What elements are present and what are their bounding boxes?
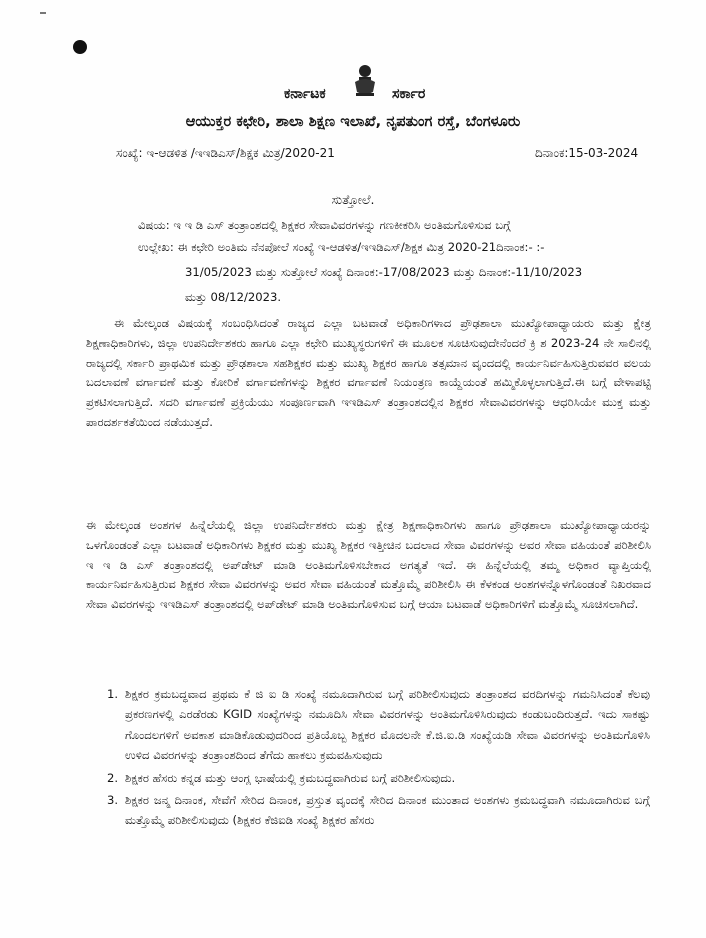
reference-line-1: ಉಲ್ಲೇಖ: ಈ ಕಛೇರಿ ಅಂತಿಮ ನೆನಪೋಲೆ ಸಂಖ್ಯೆ ಇ-ಆಡಳಿತ/ಇಇಡಿಎಸ್/ಶಿಕ್ಷಕ ಮಿತ್ರ 2020-21ದಿನಾಂಕ:- :- <box>138 240 545 254</box>
reference-number: ಸಂಖ್ಯೆ: ಇ-ಆಡಳಿತ /ಇಇಡಿಎಸ್/ಶಿಕ್ಷಕ ಮಿತ್ರ/2020-21 <box>116 146 335 160</box>
state-emblem-icon <box>350 62 380 98</box>
list-item <box>107 684 650 766</box>
letterhead-state-right: ಸರ್ಕಾರ <box>392 86 426 102</box>
list-item-text: ಶಿಕ್ಷಕರ ಕ್ರಮಬದ್ಧವಾದ ಪ್ರಥಮ ಕೆ ಜಿ ಐ ಡಿ ಸಂಖ್ಯೆ ನಮೂದಾಗಿರುವ ಬಗ್ಗೆ ಪರಿಶೀಲಿಸುವುದು ತಂತ್ರಾಂಶದ ವರದಿಗಳನ್ನು ಗಮನಿಸಿದಂತೆ ಕೆಲವು ಪ್ರಕರಣಗಳಲ್ಲಿ ಎರಡೆರಡು KGID ಸಂಖ್ಯೆಗಳನ್ನು ನಮೂದಿಸಿ ಸೇವಾ ವಿವರಗಳನ್ನು ಅಂತಿಮಗೊಳಿಸಿರುವುದು ಕಂಡುಬಂದಿರುತ್ತದೆ. ಇದು ಸಾಕಷ್ಟು ಗೊಂದಲಗಳಿಗೆ ಅವಕಾಶ ಮಾಡಿಕೊಡುವುದರಿಂದ ಪ್ರತಿಯೊಬ್ಬ ಶಿಕ್ಷಕರ ಮೊದಲನೇ ಕೆ.ಜಿ.ಐ.ಡಿ ಸಂಖ್ಯೆಯಡಿ ಸೇವಾ ವಿವರಗಳನ್ನು ಅಂತಿಮಗೊಳಿಸಿ ಉಳಿದ ವಿವರಗಳನ್ನು ತಂತ್ರಾಂಶದಿಂದ ತೆಗೆದು ಹಾಕಲು ಕ್ರಮವಹಿಸುವುದು <box>125 687 650 763</box>
subject-line: ವಿಷಯ: ಇ ಇ ಡಿ ಎಸ್ ತಂತ್ರಾಂಶದಲ್ಲಿ ಶಿಕ್ಷಕರ ಸೇವಾವಿವರಗಳನ್ನು ಗಣಕೀಕರಿಸಿ ಅಂತಿಮಗೊಳಿಸುವ ಬಗ್ಗೆ <box>138 218 511 232</box>
list-item <box>107 768 650 788</box>
issue-date: ದಿನಾಂಕ:15-03-2024 <box>535 146 639 160</box>
list-item-number: 3. <box>107 793 119 808</box>
paragraph-1: ಈ ಮೇಲ್ಕಂಡ ವಿಷಯಕ್ಕೆ ಸಂಬಂಧಿಸಿದಂತೆ ರಾಜ್ಯದ ಎಲ್ಲಾ ಬಟವಾಡೆ ಅಧಿಕಾರಿಗಳಾದ ಪ್ರೌಢಶಾಲಾ ಮುಖ್ಯೋಪಾಧ್ಯಾಯರು ಮತ್ತು ಕ್ಷೇತ್ರ ಶಿಕ್ಷಣಾಧಿಕಾರಿಗಳು, ಜಿಲ್ಲಾ ಉಪನಿರ್ದೇಶಕರು ಹಾಗೂ ಎಲ್ಲಾ ಕಛೇರಿ ಮುಖ್ಯಸ್ಥರುಗಳಿಗೆ ಈ ಮೂಲಕ ಸೂಚಿಸುವುದೇನೆಂದರೆ ಕ್ರಿ ಶ 2023-24 ನೇ ಸಾಲಿನಲ್ಲಿ ರಾಜ್ಯದಲ್ಲಿ ಸರ್ಕಾರಿ ಪ್ರಾಥಮಿಕ ಮತ್ತು ಪ್ರೌಢಶಾಲಾ ಸಹಶಿಕ್ಷಕರ ಮತ್ತು ಮುಖ್ಯ ಶಿಕ್ಷಕರ ಹಾಗೂ ತತ್ಸಮಾನ ವೃಂದದಲ್ಲಿ ಕಾರ್ಯನಿರ್ವಹಿಸುತ್ತಿರುವವರ ವಲಯ ಬದಲಾವಣೆ ವರ್ಗಾವಣೆ ಮತ್ತು ಕೋರಿಕೆ ವರ್ಗಾವಣೆಗಳನ್ನು ಶಿಕ್ಷಕರ ವರ್ಗಾವಣೆ ನಿಯಂತ್ರಣ ಕಾಯ್ದೆಯಂತೆ ಹಮ್ಮಿಕೊಳ್ಳಲಾಗುತ್ತಿದೆ.ಈ ಬಗ್ಗೆ ವೇಳಾಪಟ್ಟಿ ಪ್ರಕಟಿಸಲಾಗುತ್ತಿದೆ. ಸದರಿ ವರ್ಗಾವಣೆ ಪ್ರಕ್ರಿಯೆಯು ಸಂಪೂರ್ಣವಾಗಿ ಇಇಡಿಎಸ್ ತಂತ್ರಾಂಶದಲ್ಲಿನ ಶಿಕ್ಷಕರ ಸೇವಾವಿವರಗಳನ್ನು ಆಧರಿಸಿಯೇ ಮುಕ್ತ ಮತ್ತು ಪಾರದರ್ಶಕತೆಯಿಂದ ನಡೆಯುತ್ತದೆ. <box>86 316 651 429</box>
office-title: ಆಯುಕ್ತರ ಕಛೇರಿ, ಶಾಲಾ ಶಿಕ್ಷಣ ಇಲಾಖೆ, ನೃಪತುಂಗ ರಸ್ತೆ, ಬೆಂಗಳೂರು <box>185 114 521 130</box>
list-item <box>107 790 650 831</box>
list-item-text: ಶಿಕ್ಷಕರ ಹೆಸರು ಕನ್ನಡ ಮತ್ತು ಆಂಗ್ಲ ಭಾಷೆಯಲ್ಲಿ ಕ್ರಮಬದ್ಧವಾಗಿರುವ ಬಗ್ಗೆ ಪರಿಶೀಲಿಸುವುದು. <box>125 770 456 785</box>
list-item-number: 1. <box>107 687 119 701</box>
points-list <box>107 684 650 833</box>
punch-hole-mark <box>73 40 87 54</box>
list-item-text: ಶಿಕ್ಷಕರ ಜನ್ಮ ದಿನಾಂಕ, ಸೇವೆಗೆ ಸೇರಿದ ದಿನಾಂಕ, ಪ್ರಸ್ತುತ ವೃಂದಕ್ಕೆ ಸೇರಿದ ದಿನಾಂಕ ಮುಂತಾದ ಅಂಶಗಳು ಕ್ರಮಬದ್ಧವಾಗಿ ನಮೂದಾಗಿರುವ ಬಗ್ಗೆ ಮತ್ತೊಮ್ಮೆ ಪರಿಶೀಲಿಸುವುದು (ಶಿಕ್ಷಕರ ಕೆಜಿಐಡಿ ಸಂಖ್ಯೆ ಶಿಕ್ಷಕರ ಹೆಸರು <box>125 793 650 828</box>
reference-line-2: 31/05/2023 ಮತ್ತು ಸುತ್ತೋಲೆ ಸಂಖ್ಯೆ ದಿನಾಂಕ:-17/08/2023 ಮತ್ತು ದಿನಾಂಕ:-11/10/2023 <box>185 265 583 279</box>
list-item-number: 2. <box>107 770 119 785</box>
paragraph-2: ಈ ಮೇಲ್ಕಂಡ ಅಂಶಗಳ ಹಿನ್ನೆಲೆಯಲ್ಲಿ ಜಿಲ್ಲಾ ಉಪನಿರ್ದೇಶಕರು ಮತ್ತು ಕ್ಷೇತ್ರ ಶಿಕ್ಷಣಾಧಿಕಾರಿಗಳು ಹಾಗೂ ಪ್ರೌಢಶಾಲಾ ಮುಖ್ಯೋಪಾಧ್ಯಾಯರನ್ನು ಒಳಗೊಂಡಂತೆ ಎಲ್ಲಾ ಬಟವಾಡೆ ಅಧಿಕಾರಿಗಳು ಶಿಕ್ಷಕರ ಮತ್ತು ಮುಖ್ಯ ಶಿಕ್ಷಕರ ಇತ್ತೀಚಿನ ಬದಲಾದ ಸೇವಾ ವಿವರಗಳನ್ನು ಅವರ ಸೇವಾ ವಹಿಯಂತೆ ಪರಿಶೀಲಿಸಿ ಇ ಇ ಡಿ ಎಸ್ ತಂತ್ರಾಂಶದಲ್ಲಿ ಅಪ್‌ಡೇಟ್ ಮಾಡಿ ಅಂತಿಮಗೊಳಿಸಬೇಕಾದ ಅಗತ್ಯತೆ ಇದೆ. ಈ ಹಿನ್ನೆಲೆಯಲ್ಲಿ ತಮ್ಮ ಅಧಿಕಾರ ವ್ಯಾಪ್ತಿಯಲ್ಲಿ ಕಾರ್ಯನಿರ್ವಹಿಸುತ್ತಿರುವ ಶಿಕ್ಷಕರ ಸೇವಾ ವಿವರಗಳನ್ನು ಅವರ ಸೇವಾ ವಹಿಯಂತೆ ಮತ್ತೊಮ್ಮೆ ಪರಿಶೀಲಿಸಿ ಈ ಕೆಳಕಂಡ ಅಂಶಗಳನ್ನೊಳಗೊಂಡಂತೆ ನಿಖರವಾದ ಸೇವಾ ವಿವರಗಳನ್ನು ಇಇಡಿಎಸ್ ತಂತ್ರಾಂಶದಲ್ಲಿ ಅಪ್‌ಡೇಟ್ ಮಾಡಿ ಅಂತಿಮಗೊಳಿಸುವ ಬಗ್ಗೆ ಆಯಾ ಬಟವಾಡೆ ಅಧಿಕಾರಿಗಳಿಗೆ ಮತ್ತೊಮ್ಮೆ ಸೂಚಿಸಲಾಗಿದೆ. <box>86 518 651 612</box>
reference-line-3: ಮತ್ತು 08/12/2023. <box>185 290 282 304</box>
scan-speck <box>40 12 46 14</box>
circular-title: ಸುತ್ತೋಲೆ. <box>331 192 375 207</box>
letterhead-state-left: ಕರ್ನಾಟಕ <box>284 86 326 102</box>
